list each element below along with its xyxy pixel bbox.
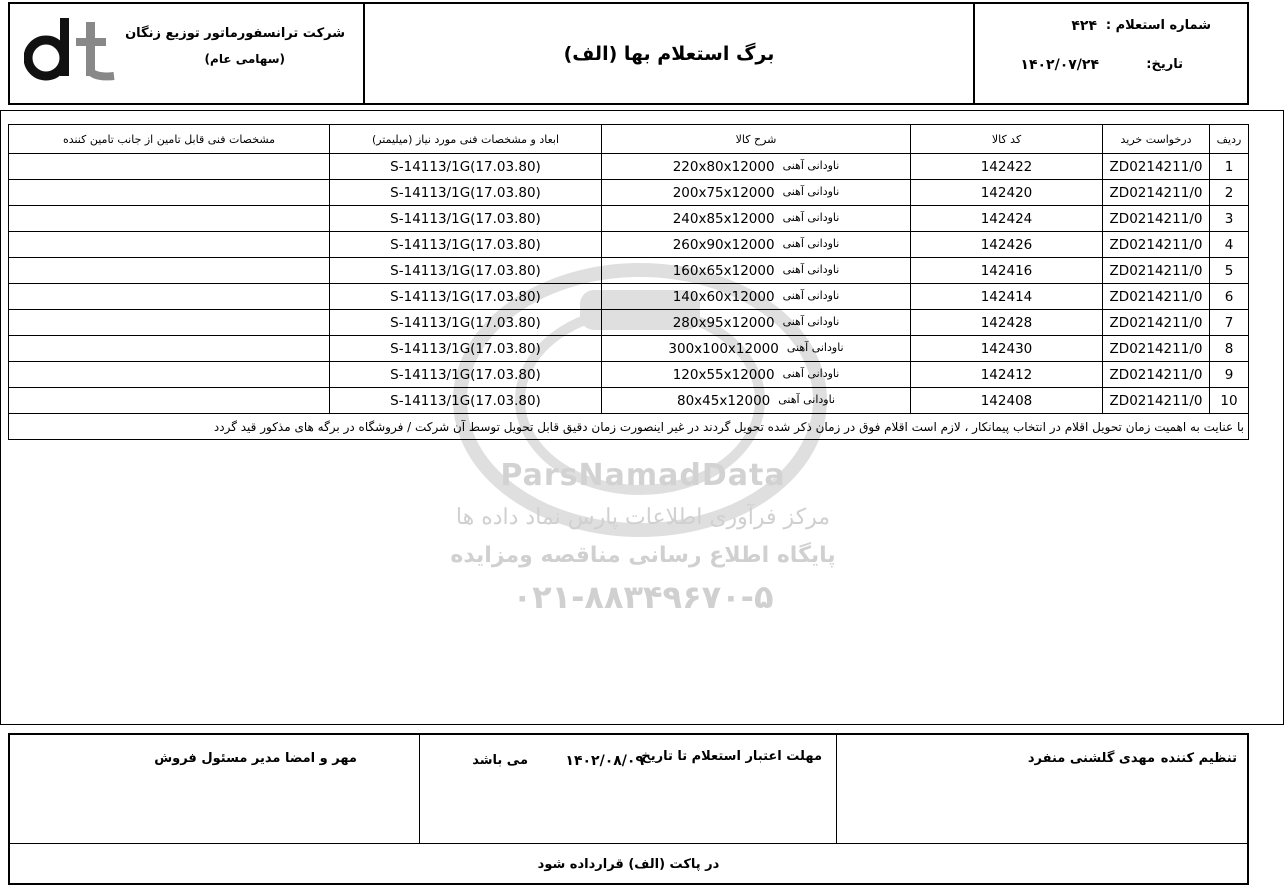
- footer-top-band: [10, 735, 1247, 844]
- item-code: 142414: [911, 284, 1103, 310]
- item-code: 142430: [911, 336, 1103, 362]
- supplier-spec[interactable]: [9, 284, 330, 310]
- technical-spec: S-14113/1G(17.03.80): [330, 180, 602, 206]
- item-code: 142408: [911, 388, 1103, 414]
- purchase-request: ZD0214211/0: [1103, 258, 1210, 284]
- technical-spec: S-14113/1G(17.03.80): [330, 284, 602, 310]
- item-description: [602, 284, 911, 310]
- inquiry-date: ۱۴۰۲/۰۷/۲۴: [1020, 57, 1099, 73]
- company-type: (سهامی عام): [204, 52, 285, 66]
- supplier-spec[interactable]: [9, 232, 330, 258]
- purchase-request: ZD0214211/0: [1103, 336, 1210, 362]
- item-dimensions: 80x45x12000: [676, 392, 771, 409]
- supplier-spec[interactable]: [9, 258, 330, 284]
- item-type: ناودانی آهنی: [782, 288, 840, 302]
- supplier-spec[interactable]: [9, 206, 330, 232]
- item-type: ناودانی آهنی: [782, 314, 840, 328]
- technical-spec: S-14113/1G(17.03.80): [330, 258, 602, 284]
- supplier-spec[interactable]: [9, 310, 330, 336]
- packet-note: در پاکت (الف) قرارداده شود: [537, 857, 720, 872]
- inquiry-number-label: شماره استعلام :: [1105, 18, 1211, 33]
- item-description: [602, 362, 911, 388]
- header: [8, 2, 1249, 105]
- item-type: ناودانی آهنی: [782, 184, 840, 198]
- purchase-request: ZD0214211/0: [1103, 388, 1210, 414]
- item-description: [602, 206, 911, 232]
- validity-suffix: می باشد: [472, 753, 528, 768]
- table-row: [9, 310, 1249, 336]
- inquiry-number: ۴۲۴: [1071, 18, 1097, 34]
- row-number: 9: [1210, 362, 1249, 388]
- technical-spec: S-14113/1G(17.03.80): [330, 206, 602, 232]
- item-type: ناودانی آهنی: [786, 340, 844, 354]
- technical-spec: S-14113/1G(17.03.80): [330, 362, 602, 388]
- purchase-request: ZD0214211/0: [1103, 180, 1210, 206]
- table-header-row: [9, 125, 1249, 154]
- item-description: [602, 388, 911, 414]
- item-code: 142424: [911, 206, 1103, 232]
- row-number: 7: [1210, 310, 1249, 336]
- item-description: [602, 310, 911, 336]
- row-number: 1: [1210, 154, 1249, 180]
- supplier-spec[interactable]: [9, 336, 330, 362]
- item-type: ناودانی آهنی: [782, 366, 840, 380]
- item-type: ناودانی آهنی: [782, 236, 840, 250]
- purchase-request: ZD0214211/0: [1103, 206, 1210, 232]
- supplier-spec[interactable]: [9, 180, 330, 206]
- technical-spec: S-14113/1G(17.03.80): [330, 232, 602, 258]
- table-row: [9, 336, 1249, 362]
- item-dimensions: 160x65x12000: [672, 262, 775, 279]
- supplier-spec[interactable]: [9, 388, 330, 414]
- row-number: 3: [1210, 206, 1249, 232]
- item-description: [602, 232, 911, 258]
- col-dimensions: ابعاد و مشخصات فنی مورد نیاز (میلیمتر): [330, 125, 602, 154]
- form-title-text: برگ استعلام بها (الف): [563, 42, 775, 65]
- col-purchase-request: درخواست خرید: [1103, 125, 1210, 154]
- item-type: ناودانی آهنی: [778, 392, 836, 406]
- col-description: شرح کالا: [602, 125, 911, 154]
- validity-label: مهلت اعتبار استعلام تا تاریخ: [641, 749, 822, 764]
- row-number: 2: [1210, 180, 1249, 206]
- item-type: ناودانی آهنی: [782, 262, 840, 276]
- item-dimensions: 260x90x12000: [672, 236, 775, 253]
- item-description: [602, 258, 911, 284]
- validity-date: ۱۴۰۲/۰۸/۰۹: [565, 753, 644, 769]
- row-number: 8: [1210, 336, 1249, 362]
- date-label: تاریخ:: [1146, 57, 1183, 72]
- technical-spec: S-14113/1G(17.03.80): [330, 388, 602, 414]
- watermark-phone: ۰۲۱-۸۸۳۴۹۶۷۰-۵: [512, 578, 774, 616]
- item-description: [602, 180, 911, 206]
- item-code: 142426: [911, 232, 1103, 258]
- supplier-spec[interactable]: [9, 154, 330, 180]
- item-code: 142412: [911, 362, 1103, 388]
- item-description: [602, 154, 911, 180]
- row-number: 10: [1210, 388, 1249, 414]
- purchase-request: ZD0214211/0: [1103, 310, 1210, 336]
- item-code: 142416: [911, 258, 1103, 284]
- technical-spec: S-14113/1G(17.03.80): [330, 154, 602, 180]
- company-block: [10, 4, 365, 103]
- row-number: 6: [1210, 284, 1249, 310]
- company-name: شرکت ترانسفورماتور توزیع زنگان: [125, 26, 345, 41]
- item-dimensions: 140x60x12000: [672, 288, 775, 305]
- item-dimensions: 280x95x12000: [672, 314, 775, 331]
- company-logo-icon: [24, 16, 124, 82]
- purchase-request: ZD0214211/0: [1103, 284, 1210, 310]
- purchase-request: ZD0214211/0: [1103, 362, 1210, 388]
- item-code: 142422: [911, 154, 1103, 180]
- table-row: [9, 388, 1249, 414]
- item-type: ناودانی آهنی: [782, 158, 840, 172]
- item-description: [602, 336, 911, 362]
- purchase-request: ZD0214211/0: [1103, 154, 1210, 180]
- technical-spec: S-14113/1G(17.03.80): [330, 336, 602, 362]
- stamp-cell: [10, 735, 421, 843]
- footer: [8, 733, 1249, 885]
- table-row: [9, 232, 1249, 258]
- purchase-request: ZD0214211/0: [1103, 232, 1210, 258]
- table-row: [9, 180, 1249, 206]
- prepared-by-cell: [836, 735, 1247, 843]
- item-dimensions: 300x100x12000: [668, 340, 779, 357]
- table-row: [9, 258, 1249, 284]
- row-number: 5: [1210, 258, 1249, 284]
- col-supplier-spec: مشخصات فنی قابل تامین از جانب تامین کننده: [9, 125, 330, 154]
- technical-spec: S-14113/1G(17.03.80): [330, 310, 602, 336]
- form-title: [363, 4, 973, 103]
- delivery-note: با عنایت به اهمیت زمان تحویل اقلام در انتخاب پیمانکار ، لازم است اقلام فوق در زمان ذکر شده تحویل گردند در غیر اینصورت زمان دقیق قابل تحویل توسط آن شرکت / فروشگاه در برگه های مذکور قید گردد: [9, 414, 1249, 440]
- stamp-label: مهر و امضا مدیر مسئول فروش: [154, 751, 357, 766]
- watermark-line1: مرکز فرآوری اطلاعات پارس نماد داده ها: [455, 505, 831, 530]
- table-row: [9, 154, 1249, 180]
- inquiry-info: [973, 4, 1247, 103]
- table-row: [9, 284, 1249, 310]
- row-number: 4: [1210, 232, 1249, 258]
- supplier-spec[interactable]: [9, 362, 330, 388]
- prepared-by-label: تنظیم کننده: [1160, 751, 1237, 766]
- item-type: ناودانی آهنی: [782, 210, 840, 224]
- item-dimensions: 220x80x12000: [672, 158, 775, 175]
- table-row: [9, 206, 1249, 232]
- item-dimensions: 200x75x12000: [672, 184, 775, 201]
- item-dimensions: 120x55x12000: [672, 366, 775, 383]
- note-row: [9, 414, 1249, 440]
- watermark-line2: پایگاه اطلاع رسانی مناقصه ومزایده: [450, 543, 836, 568]
- item-code: 142420: [911, 180, 1103, 206]
- validity-cell: [419, 735, 836, 843]
- col-row: ردیف: [1210, 125, 1249, 154]
- watermark-brand: ParsNamadData: [500, 458, 786, 493]
- col-item-code: کد کالا: [911, 125, 1103, 154]
- table-row: [9, 362, 1249, 388]
- item-code: 142428: [911, 310, 1103, 336]
- item-dimensions: 240x85x12000: [672, 210, 775, 227]
- items-table: [8, 124, 1249, 440]
- prepared-by-name: مهدی گلشنی منفرد: [1027, 751, 1155, 766]
